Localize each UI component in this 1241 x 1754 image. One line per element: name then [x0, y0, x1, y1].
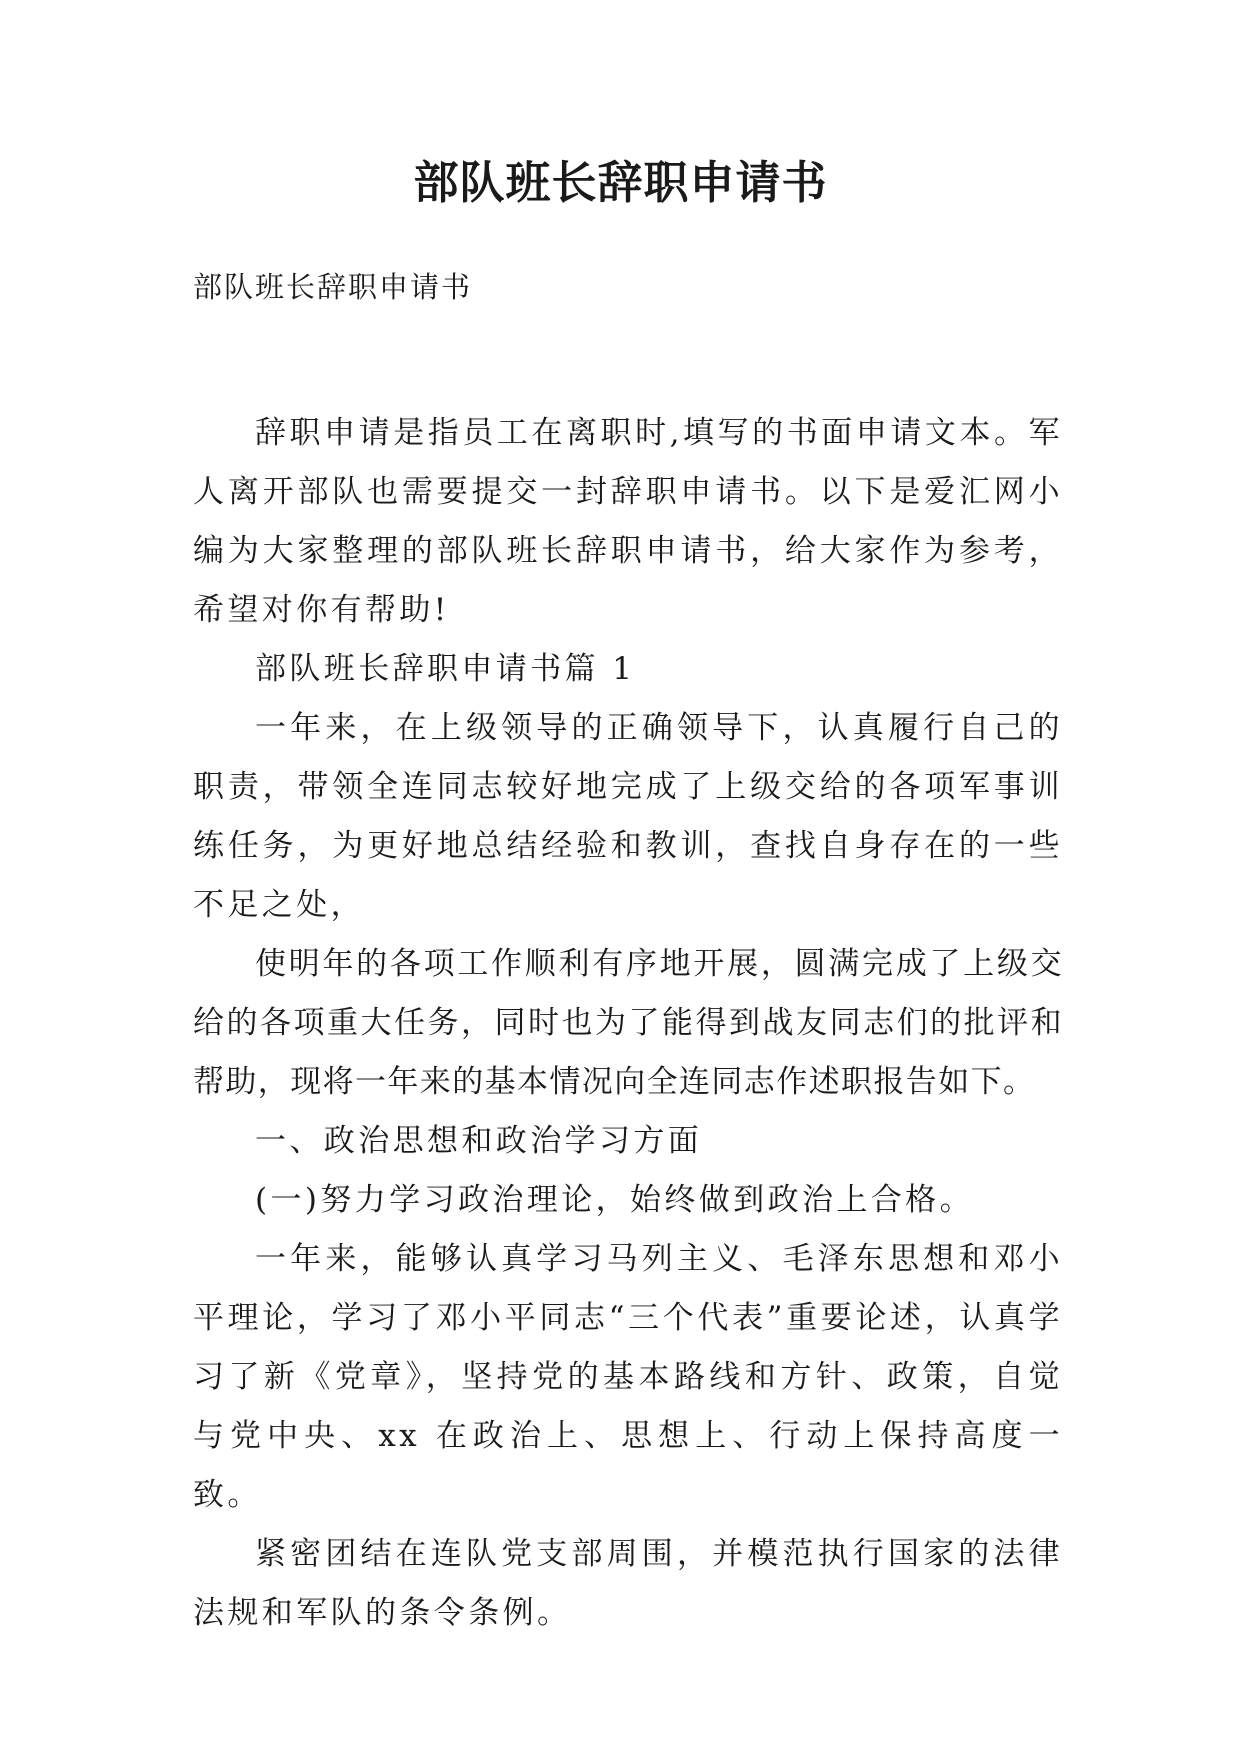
- paragraph-section-heading: 部队班长辞职申请书篇 1: [255, 651, 636, 687]
- paragraph-body: 一年来，能够认真学习马列主义、毛泽东思想和邓小平理论，学习了邓小平同志“三个代表”重要论述，认真学习了新《党章》，坚持党的基本路线和方针、政策，自觉与党中央、xx 在政治上、思想上、行动上保持高度一致。: [193, 1241, 1063, 1513]
- paragraph-intro: 辞职申请是指员工在离职时,填写的书面申请文本。军人离开部队也需要提交一封辞职申请书。以下是爱汇网小编为大家整理的部队班长辞职申请书，给大家作为参考，希望对你有帮助!: [193, 415, 1063, 628]
- document-subtitle: 部队班长辞职申请书: [193, 270, 473, 304]
- paragraph-heading-politics: 一、政治思想和政治学习方面: [255, 1123, 703, 1159]
- paragraph-body: 使明年的各项工作顺利有序地开展，圆满完成了上级交给的各项重大任务，同时也为了能得到战友同志们的批评和帮助，现将一年来的基本情况向全连同志作述职报告如下。: [193, 946, 1063, 1100]
- paragraph-subheading: (一)努力学习政治理论，始终做到政治上合格。: [255, 1182, 974, 1218]
- document-body: [193, 404, 1063, 1643]
- page-title: 部队班长辞职申请书: [413, 156, 828, 209]
- paragraph-body: 紧密团结在连队党支部周围，并模范执行国家的法律法规和军队的条令条例。: [193, 1536, 1063, 1631]
- paragraph-body: 一年来，在上级领导的正确领导下，认真履行自己的职责，带领全连同志较好地完成了上级交给的各项军事训练任务，为更好地总结经验和教训，查找自身存在的一些不足之处，: [193, 710, 1063, 923]
